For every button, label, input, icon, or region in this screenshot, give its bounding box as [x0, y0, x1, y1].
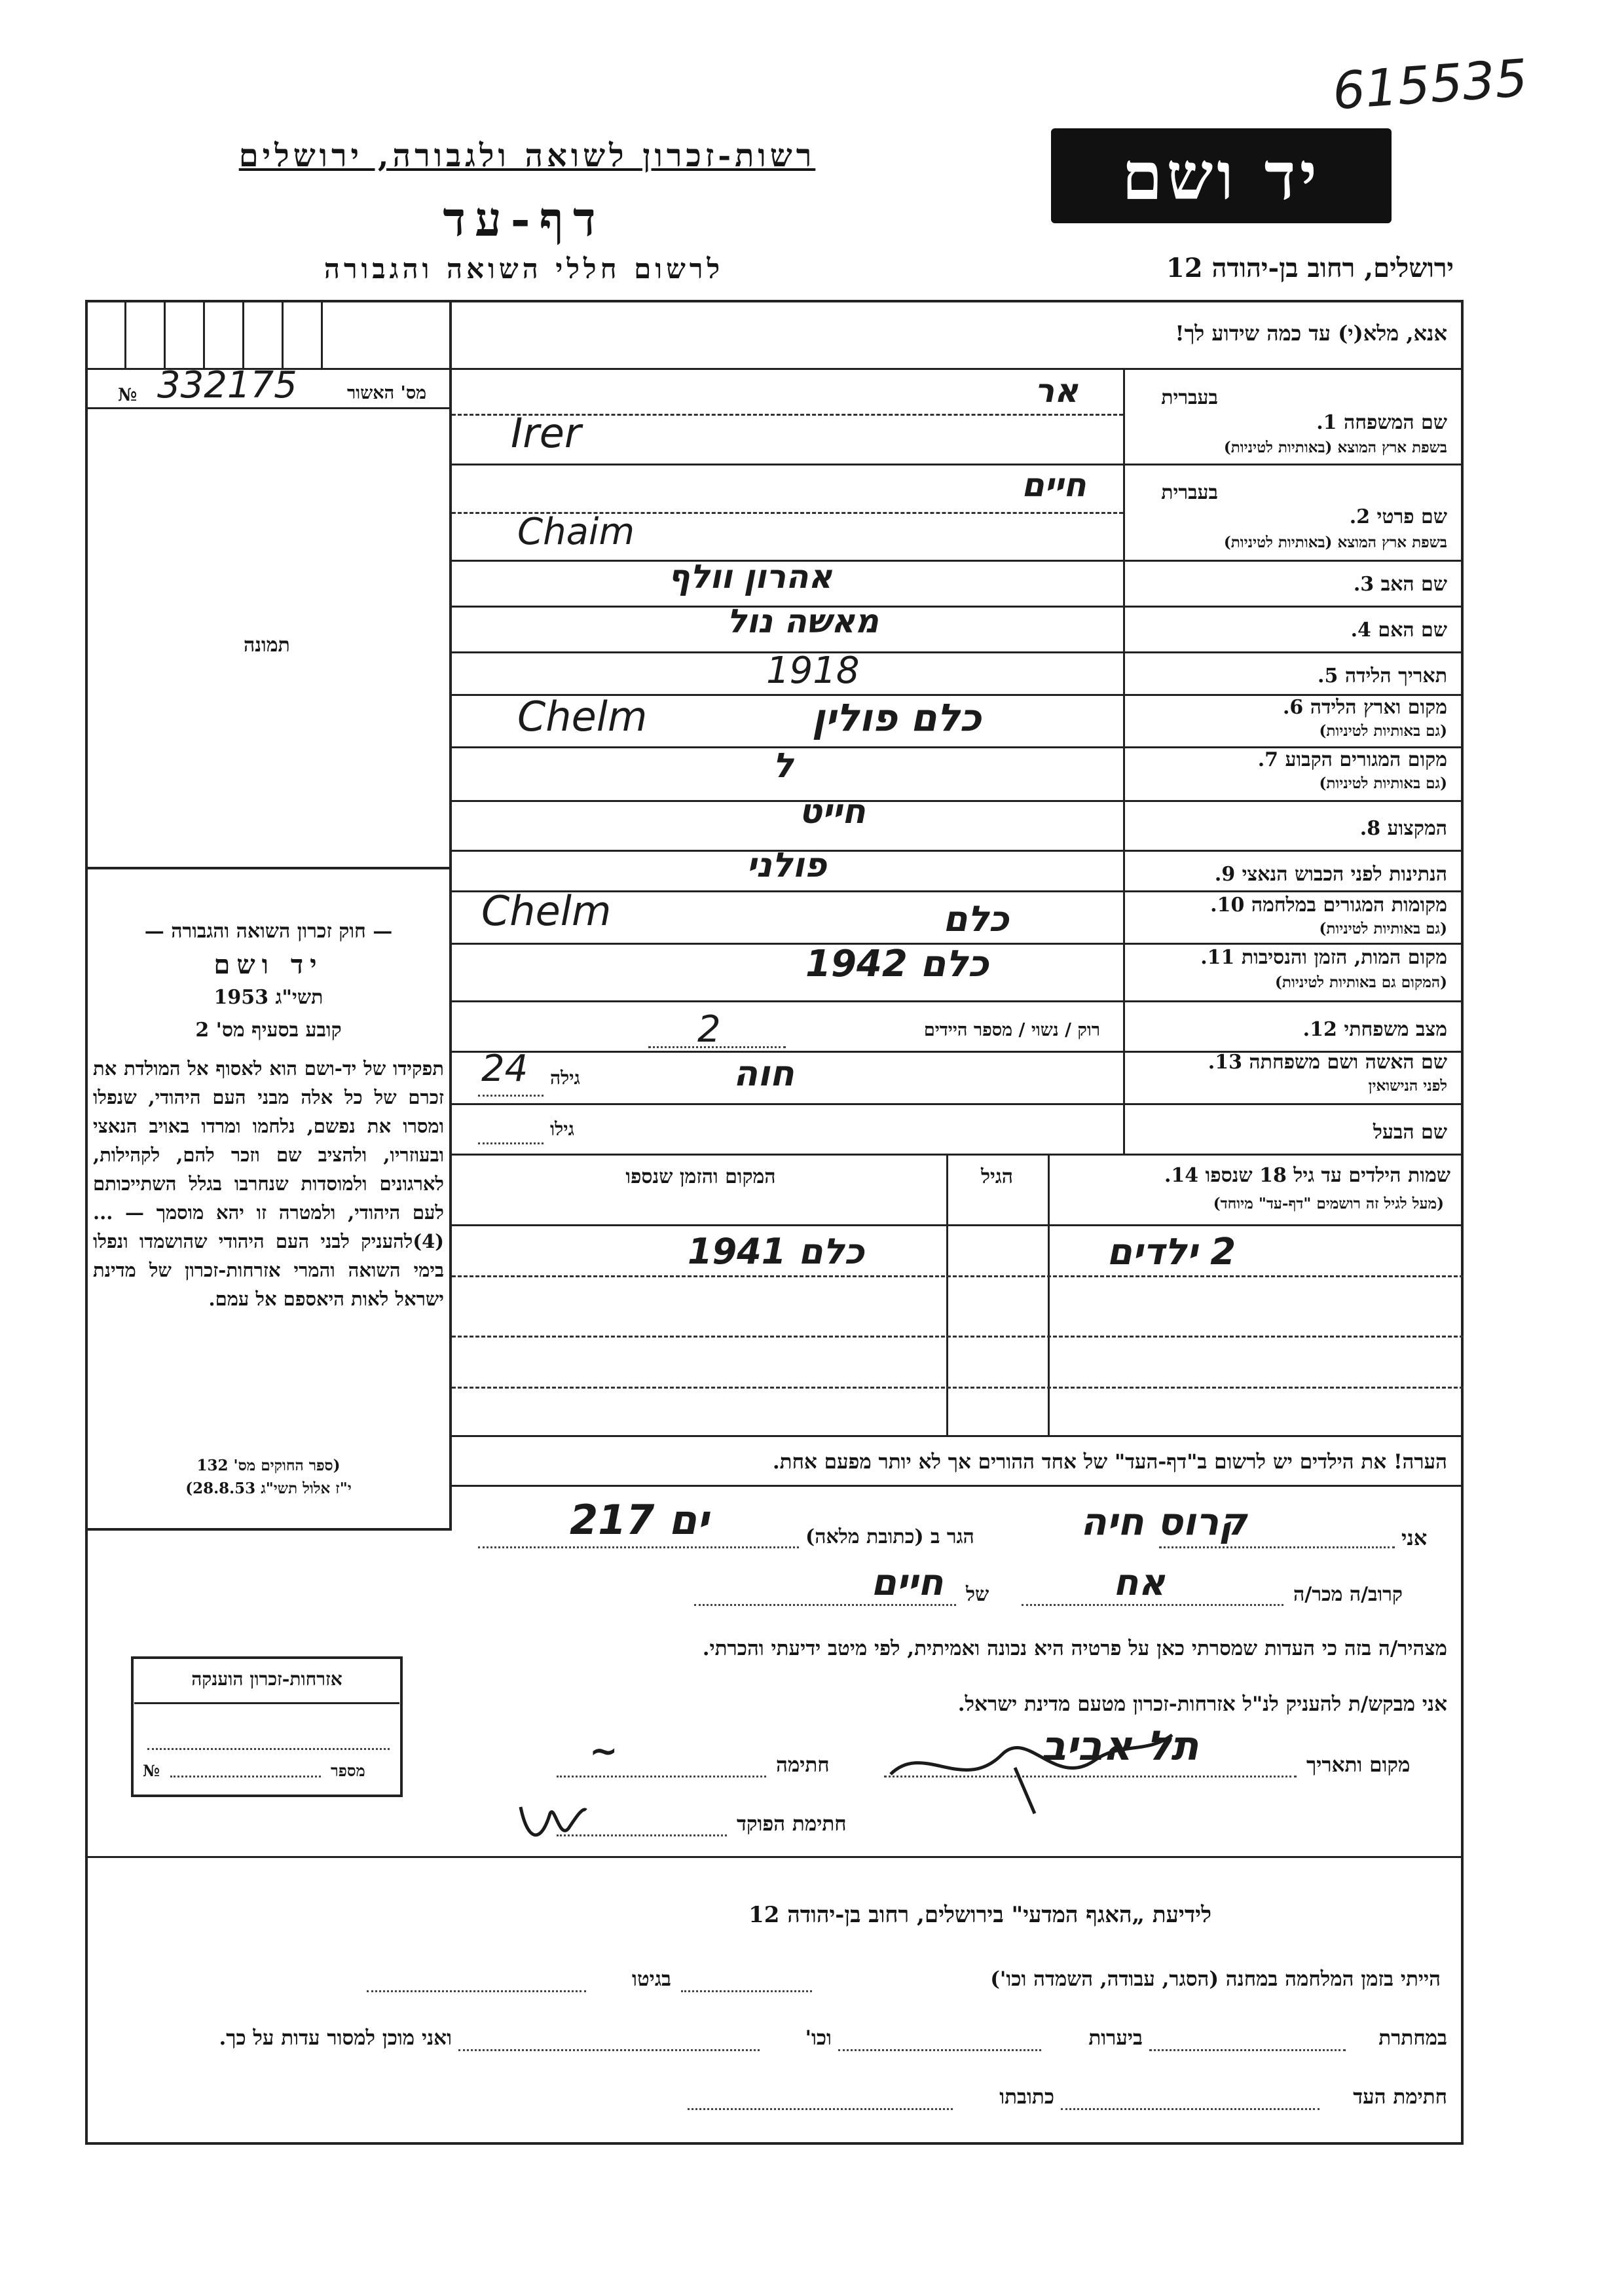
approval-number: 332175: [157, 364, 297, 407]
field-9-label: הנתינות לפני הכבוש הנאצי 9.: [1214, 863, 1447, 886]
signature-label: חתימה: [776, 1753, 830, 1777]
form-subtitle: לרשום חללי השואה והגבורה: [323, 253, 724, 285]
declarant-name: קרוס חיה: [1080, 1499, 1247, 1544]
footer-line2-b: ביערות: [1088, 2026, 1143, 2050]
field-10-note: (גם באותיות לטיניות): [1319, 920, 1447, 938]
declarant-relation-label: קרוב/ה מכר/ה: [1293, 1583, 1403, 1606]
field-11-value: כלם 1942: [805, 943, 989, 985]
law-source: (ספר החוקים מס' 132: [196, 1457, 341, 1474]
field-13-label: שם האשה ושם משפחתה 13.: [1208, 1051, 1447, 1074]
field-13-note: לפני הנישואין: [1368, 1077, 1447, 1095]
law-body: תפקידו של יד-ושם הוא לאסוף אל המולדת את זכרם של כל אלה מבני העם היהודי, שנפלו ומסרו את נפשם, נלחמו ומרדו באויב הנאצי ובעוזריו, ולהציב שם וזכר להם, לקהילות, לארגונים ולמוסדות שנחרבו בגלל השתייכותם לעם היהודי, ולמטרה זו יהא מוסמך — ...(4)להעניק לבני העם היהודי שהושמדו ונפלו בימי השואה והמרי אזרחות-זכרון של מדינת ישראל לאות היאספם אל עמם.: [93, 1057, 444, 1310]
field-2-note: בשפת ארץ המוצא (באותיות לטיניות): [1223, 534, 1447, 551]
authority-name: רשות-זכרון לשואה ולגבורה, ירושלים: [238, 137, 816, 174]
field-6-note: (גם באותיות לטיניות): [1319, 722, 1447, 740]
declarant-of-label: של: [966, 1583, 989, 1606]
declaration-text: מצהיר/ה בזה כי העדות שמסרתי כאן על פרטיה היא נכונה ואמיתית, לפי מיטב ידיעתי והכרתי.: [702, 1637, 1447, 1660]
field-11-note: (המקום גם באותיות לטיניות): [1275, 974, 1447, 991]
field-12-options: רוק / נשוי / מספר היידים: [923, 1020, 1100, 1040]
citizenship-title: אזרחות-זכרון הוענקה: [191, 1668, 342, 1690]
intro-text: אנא, מלא(י) עד כמה שידוע לך!: [1175, 321, 1447, 346]
field-1-label: שם המשפחה 1.: [1316, 411, 1447, 434]
photo-label: תמונה: [244, 634, 290, 657]
footer-line2-a: במחתרת: [1378, 2026, 1447, 2050]
citizenship-number-label: מספר: [331, 1761, 365, 1780]
field-8-value: חייט: [799, 792, 866, 831]
field-6-value: כלם פולין: [812, 695, 982, 740]
citizenship-number-prefix: №: [143, 1761, 160, 1780]
children-row-1-name: 2 ילדים: [1107, 1231, 1236, 1273]
officer-label: חתימת הפוקד: [737, 1812, 847, 1836]
footer-line1-b: בגיטו: [632, 1967, 671, 1991]
law-years: תשי"ג 1953: [213, 986, 323, 1009]
signature-stroke: [884, 1715, 1179, 1820]
law-clause: קובע בסעיף מס' 2: [195, 1019, 342, 1042]
law-date: י"ז אלול תשי"ג 28.8.53): [185, 1480, 352, 1497]
field-6-latin-value: Chelm: [517, 693, 648, 740]
declarant-of-value: חיים: [871, 1561, 944, 1604]
field-1-note: בשפת ארץ המוצא (באותיות לטיניות): [1223, 439, 1447, 456]
husband-label: שם הבעל: [1373, 1121, 1447, 1144]
field-2-label: שם פרטי 2.: [1349, 505, 1447, 528]
field-3-label: שם האב 3.: [1353, 573, 1447, 596]
officer-signature: [514, 1794, 593, 1853]
note-text: הערה! את הילדים יש לרשום ב"דף-העד" של אחד ההורים אך לא יותר מפעם אחת.: [772, 1450, 1447, 1474]
field-13-value: חוה: [733, 1053, 794, 1094]
place-date-value: תל אביב: [1041, 1722, 1199, 1770]
children-note: (מעל לגיל זה רושמים "דף-עד" מיוחד): [1213, 1195, 1444, 1212]
logo-text: יד ושם: [1122, 137, 1321, 215]
declarant-i-label: אני: [1401, 1525, 1428, 1550]
field-5-value: 1918: [766, 649, 860, 692]
field-2-latin-value: Chaim: [517, 511, 635, 553]
children-col-age: הגיל: [980, 1165, 1014, 1188]
footer-line3-a: חתימת העד: [1353, 2085, 1447, 2109]
law-name: יד ושם: [213, 949, 323, 980]
field-9-value: פולני: [747, 846, 827, 885]
field-1-hebrew-value: אר: [1035, 372, 1079, 410]
field-2-hebrew-value: חיים: [1022, 466, 1086, 504]
approval-prefix: №: [118, 385, 138, 405]
field-3-value: אהרון וולף: [668, 558, 832, 596]
field-6-label: מקום וארץ הלידה 6.: [1282, 696, 1447, 719]
footer-heading: לידיעת „האגף המדעי" בירושלים, רחוב בן-יהודה 12: [748, 1902, 1211, 1928]
field-10-label: מקומות המגורים במלחמה 10.: [1210, 894, 1447, 917]
place-date-label: מקום ותאריך: [1306, 1753, 1411, 1777]
approval-label: מס' האשור: [347, 383, 427, 403]
children-label: שמות הילדים עד גיל 18 שנספו 14.: [1164, 1164, 1450, 1187]
signature-mark: ~: [589, 1732, 618, 1771]
field-7-note: (גם באותיות לטיניות): [1319, 774, 1447, 792]
archive-number: 615535: [1331, 48, 1530, 122]
field-10-latin-value: Chelm: [481, 887, 612, 935]
declarant-resides-label: הגר ב (כתובת מלאה): [805, 1525, 974, 1548]
footer-line2-d: ואני מוכן למסור עדות על כך.: [219, 2026, 452, 2050]
footer-line1-a: הייתי בזמן המלחמה במחנה (הסגר, עבודה, השמדה וכו'): [990, 1967, 1441, 1991]
field-4-label: שם האם 4.: [1350, 619, 1447, 642]
field-1-tag: בעברית: [1161, 386, 1218, 409]
field-10-value: כלם: [943, 898, 1009, 939]
field-12-value: 2: [697, 1008, 721, 1051]
yad-vashem-logo: [1051, 128, 1392, 223]
children-col-place: המקום והזמן שנספו: [625, 1165, 776, 1188]
address: ירושלים, רחוב בן-יהודה 12: [1166, 253, 1454, 283]
footer-line2-c: וכו': [805, 2026, 832, 2050]
field-8-label: המקצוע 8.: [1359, 817, 1447, 840]
field-1-latin-value: Irer: [511, 409, 581, 457]
field-2-tag: בעברית: [1161, 481, 1218, 504]
form-title: דף-עד: [443, 191, 605, 247]
footer-line3-b: כתובתו: [999, 2085, 1054, 2109]
declarant-relation-value: אח: [1113, 1561, 1166, 1604]
children-row-1-place: כלם 1941: [688, 1231, 864, 1272]
field-11-label: מקום המות, הזמן והנסיבות 11.: [1200, 946, 1447, 969]
husband-age-label: גילו: [550, 1118, 574, 1140]
law-title: — חוק זכרון השואה והגבורה —: [144, 920, 393, 943]
field-4-value: מאשה נול: [727, 602, 879, 640]
field-7-label: מקום המגורים הקבוע 7.: [1257, 748, 1447, 771]
field-7-value: ל: [773, 746, 794, 786]
field-5-label: תאריך הלידה 5.: [1318, 665, 1447, 687]
field-13-age-value: 24: [481, 1048, 528, 1090]
field-13-age-label: גילה: [550, 1067, 580, 1089]
request-text: אני מבקש/ת להעניק לנ"ל אזרחות-זכרון מטעם מדינת ישראל.: [957, 1692, 1447, 1716]
declarant-address: ים 217: [570, 1496, 709, 1544]
field-12-label: מצב משפחתי 12.: [1302, 1018, 1447, 1041]
